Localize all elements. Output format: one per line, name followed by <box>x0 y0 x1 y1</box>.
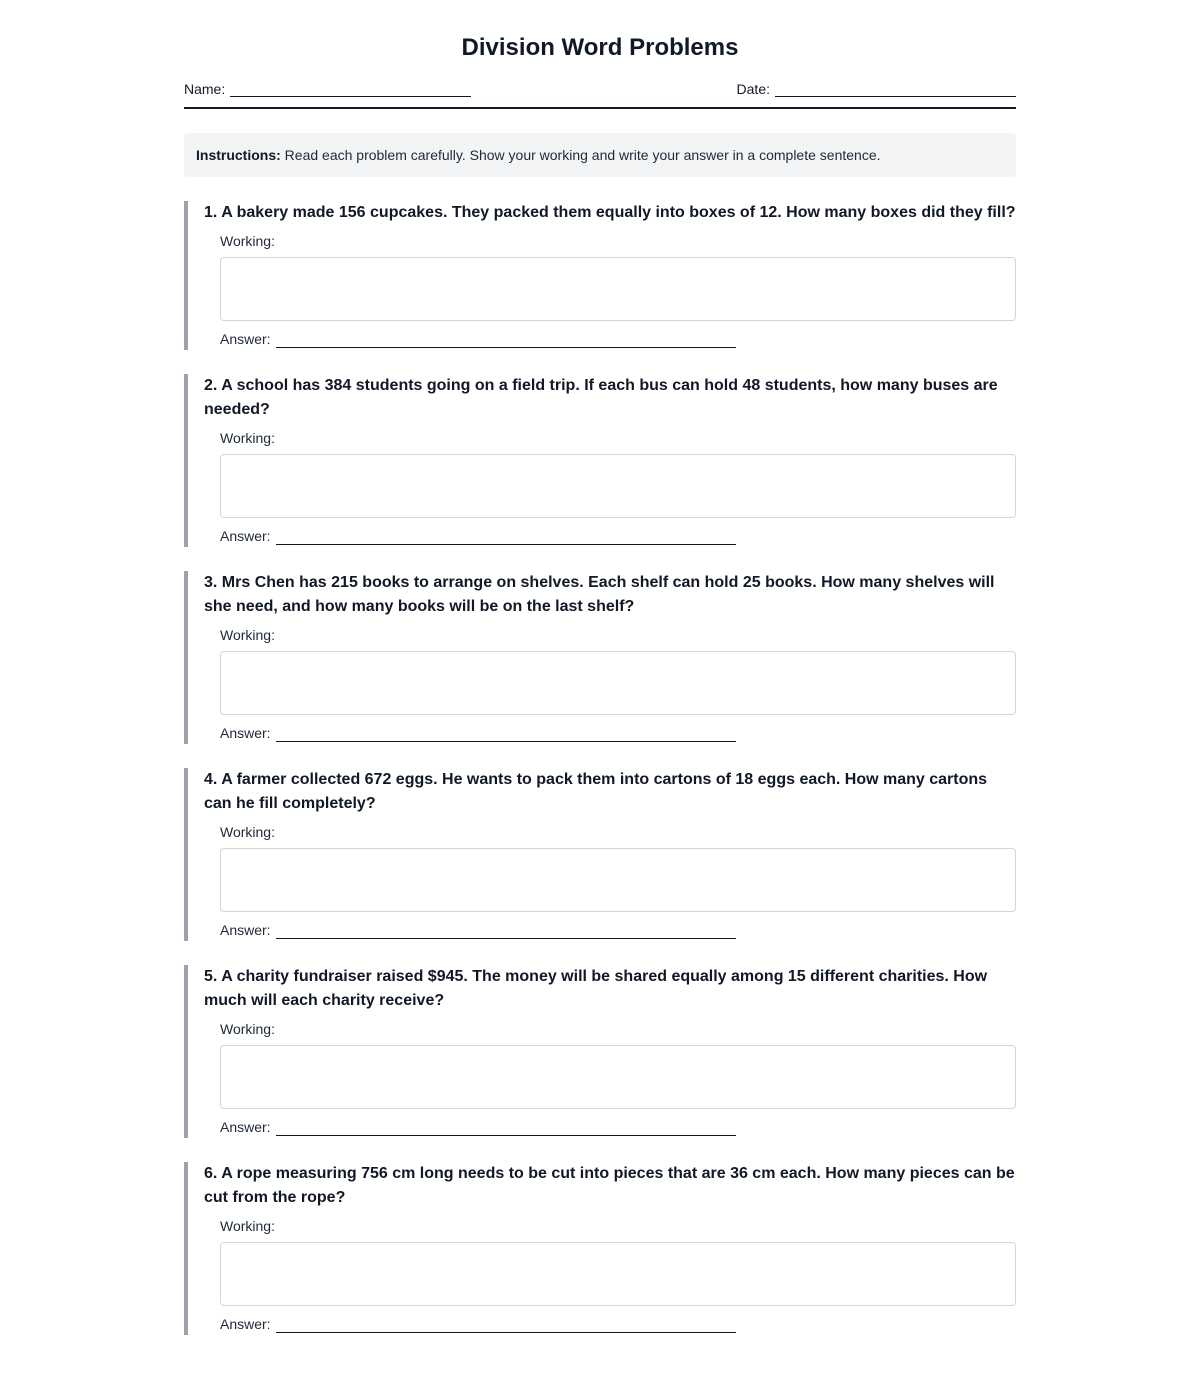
answer-input-line[interactable] <box>276 924 736 939</box>
answer-row <box>220 1118 1016 1138</box>
answer-input-line[interactable] <box>276 1121 736 1136</box>
problem-question: 1. A bakery made 156 cupcakes. They packed them equally into boxes of 12. How many boxes did they fill? <box>204 204 1016 221</box>
answer-label: Answer: <box>220 725 271 741</box>
name-input-line[interactable] <box>230 82 471 97</box>
name-label: Name: <box>184 81 226 97</box>
problem-question: 2. A school has 384 students going on a field trip. If each bus can hold 48 students, how many buses are needed? <box>204 377 998 418</box>
student-info-row <box>184 81 1016 109</box>
page-title: Division Word Problems <box>461 34 739 61</box>
answer-input-line[interactable] <box>276 530 736 545</box>
problem-3 <box>184 571 1016 744</box>
answer-input-line[interactable] <box>276 1318 736 1333</box>
worksheet-page <box>184 0 1016 1335</box>
problem-1 <box>184 201 1016 350</box>
working-label: Working: <box>220 1218 275 1234</box>
problem-2 <box>184 374 1016 547</box>
problem-4 <box>184 768 1016 941</box>
working-box[interactable] <box>220 257 1016 321</box>
date-input-line[interactable] <box>775 82 1016 97</box>
name-field <box>184 81 471 97</box>
answer-label: Answer: <box>220 528 271 544</box>
answer-row <box>220 1315 1016 1335</box>
instructions-text: Read each problem carefully. Show your working and write your answer in a complete sentence. <box>280 147 881 163</box>
answer-row <box>220 330 1016 350</box>
answer-label: Answer: <box>220 1119 271 1135</box>
problem-question: 5. A charity fundraiser raised $945. The money will be shared equally among 15 different charities. How much will each charity receive? <box>204 968 988 1009</box>
answer-row <box>220 921 1016 941</box>
problem-5 <box>184 965 1016 1138</box>
working-label: Working: <box>220 430 275 446</box>
problem-list <box>184 201 1016 1335</box>
problem-6 <box>184 1162 1016 1335</box>
working-box[interactable] <box>220 1242 1016 1306</box>
date-field <box>737 81 1016 97</box>
answer-input-line[interactable] <box>276 333 736 348</box>
problem-question: 3. Mrs Chen has 215 books to arrange on shelves. Each shelf can hold 25 books. How many shelves will she need, and how many books will be on the last shelf? <box>204 574 995 615</box>
problem-question: 4. A farmer collected 672 eggs. He wants to pack them into cartons of 18 eggs each. How many cartons can he fill completely? <box>204 771 988 812</box>
answer-input-line[interactable] <box>276 727 736 742</box>
working-box[interactable] <box>220 848 1016 912</box>
answer-row <box>220 527 1016 547</box>
working-label: Working: <box>220 824 275 840</box>
answer-row <box>220 724 1016 744</box>
answer-label: Answer: <box>220 1316 271 1332</box>
instructions-label: Instructions: <box>196 147 281 163</box>
working-box[interactable] <box>220 651 1016 715</box>
working-label: Working: <box>220 233 275 249</box>
date-label: Date: <box>736 81 770 97</box>
working-label: Working: <box>220 1021 275 1037</box>
working-box[interactable] <box>220 454 1016 518</box>
answer-label: Answer: <box>220 922 271 938</box>
instructions-box <box>184 133 1016 177</box>
answer-label: Answer: <box>220 331 271 347</box>
working-label: Working: <box>220 627 275 643</box>
working-box[interactable] <box>220 1045 1016 1109</box>
problem-question: 6. A rope measuring 756 cm long needs to be cut into pieces that are 36 cm each. How many pieces can be cut from the rope? <box>204 1165 1015 1206</box>
